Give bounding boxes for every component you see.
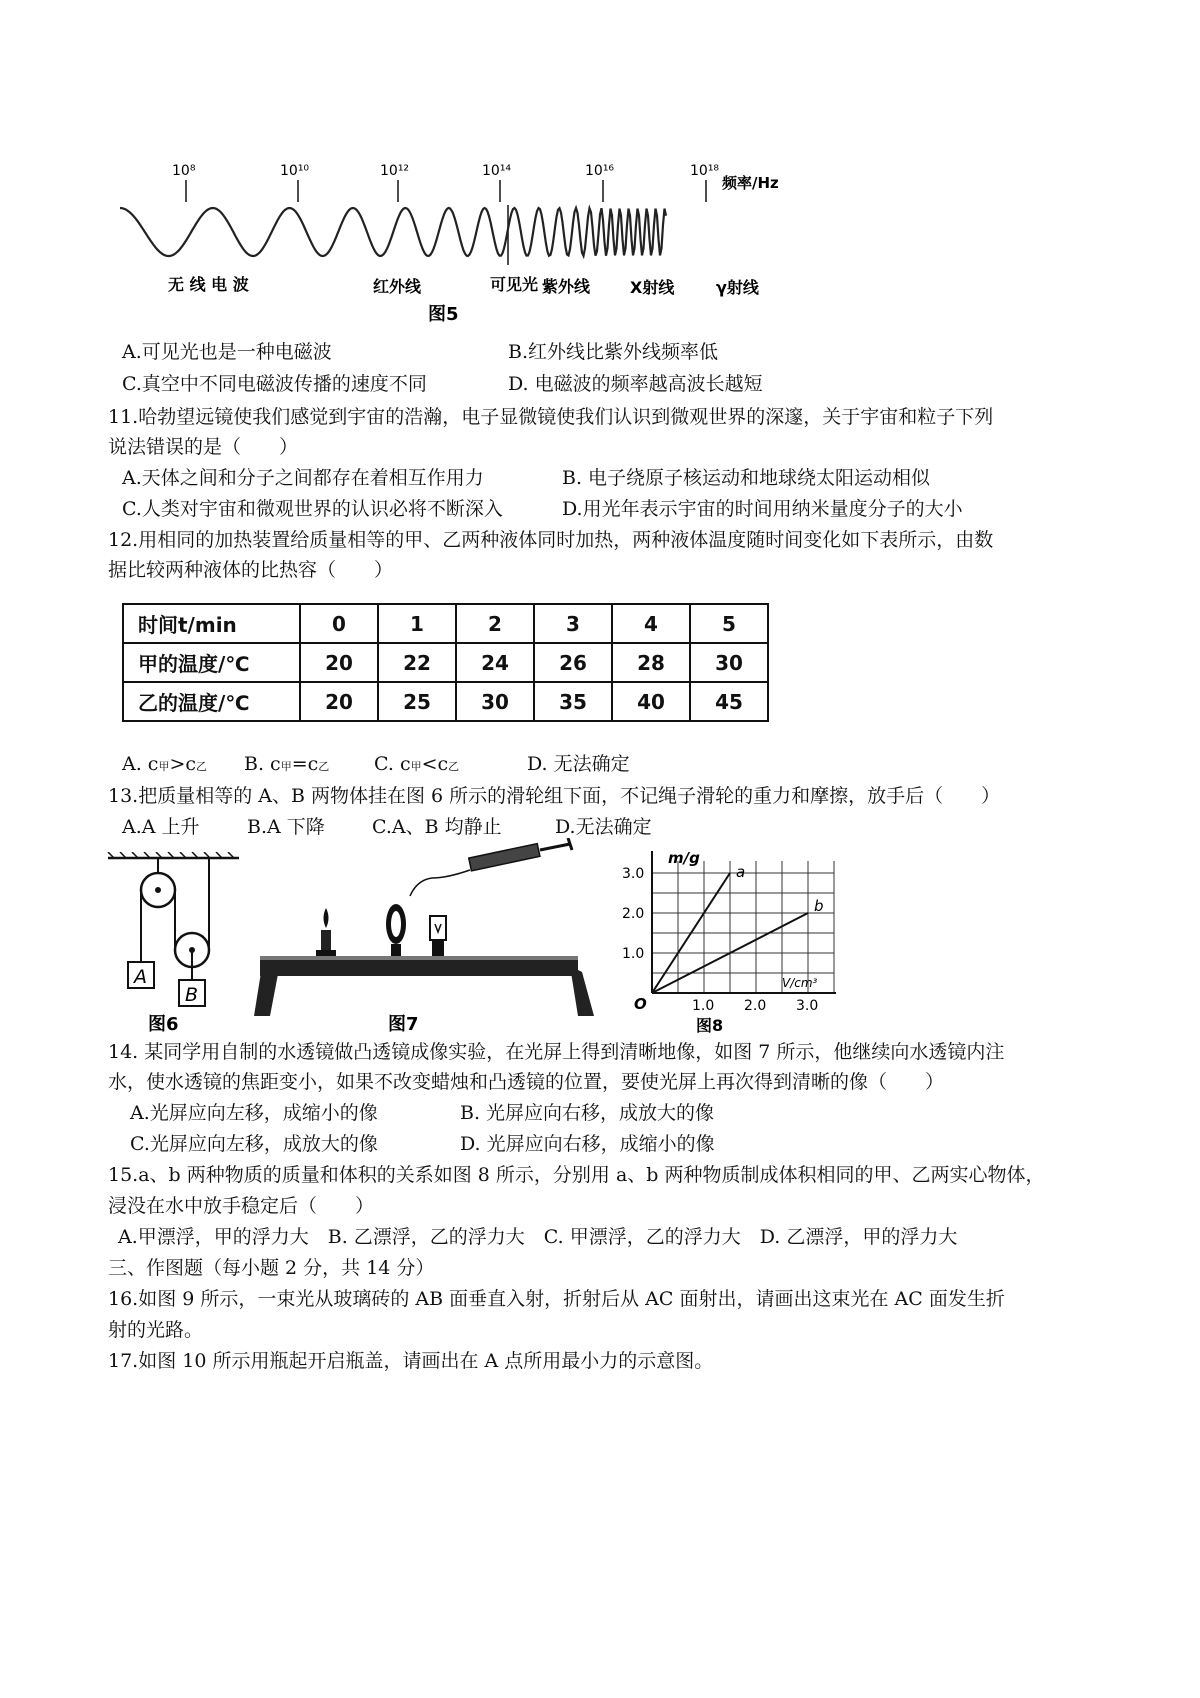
bench-left-leg (254, 966, 278, 1016)
table-cell: 甲的温度/℃ (123, 643, 300, 682)
q16-stem-line2: 射的光路。 (108, 1319, 204, 1341)
q14-option-d[interactable]: D. 光屏应向右移，成缩小的像 (460, 1133, 715, 1155)
temperature-table (122, 603, 769, 722)
q11-stem-line2: 说法错误的是（ ） (108, 436, 299, 458)
freq-label-5: 10¹⁶ (585, 163, 615, 179)
y-tick-label: 3.0 (622, 866, 645, 882)
q12-b-op: =c (291, 753, 319, 775)
table-cell: 20 (300, 643, 378, 682)
band-infrared: 红外线 (373, 277, 422, 296)
q14-option-b[interactable]: B. 光屏应向右移，成放大的像 (460, 1102, 715, 1124)
table-cell: 28 (612, 643, 690, 682)
q12-option-b[interactable] (244, 752, 329, 779)
bench-right-leg (570, 966, 594, 1016)
q10-option-d[interactable]: D. 电磁波的频率越高波长越短 (508, 373, 763, 395)
q16-stem-line1: 16.如图 9 所示，一束光从玻璃砖的 AB 面垂直入射，折射后从 AC 面射出，请画出这束光在 AC 面发生折 (108, 1288, 1005, 1310)
q15-stem-line1: 15.a、b 两种物质的质量和体积的关系如图 8 所示，分别用 a、b 两种物质制成体积相同的甲、乙两实心物体， (108, 1164, 1045, 1186)
x-axis-label: V/cm³ (782, 976, 818, 990)
q11-stem-line1: 11.哈勃望远镜使我们感觉到宇宙的浩瀚，电子显微镜使我们认识到微观世界的深邃，关于宇宙和粒子下列 (108, 406, 994, 428)
q12-c-text: C. c (374, 753, 411, 775)
table-cell: 24 (456, 643, 534, 682)
subscript: 乙 (318, 760, 330, 773)
q12-stem-line1: 12.用相同的加热装置给质量相等的甲、乙两种液体同时加热，两种液体温度随时间变化如下表所示，由数 (108, 529, 994, 551)
figure-7-optical-bench (252, 838, 597, 1034)
subscript: 甲 (280, 760, 292, 773)
water-lens-icon (386, 904, 406, 958)
q12-stem-line2: 据比较两种液体的比热容（ ） (108, 559, 394, 581)
section-3-title: 三、作图题（每小题 2 分，共 14 分） (108, 1257, 435, 1279)
q15-stem-line2: 浸没在水中放手稳定后（ ） (108, 1195, 375, 1217)
table-header-cell: 0 (300, 604, 378, 643)
q15-options[interactable]: A.甲漂浮，甲的浮力大 B. 乙漂浮，乙的浮力大 C. 甲漂浮，乙的浮力大 D. 乙漂浮，甲的浮力大 (118, 1226, 958, 1248)
figure-6-pulley (106, 852, 241, 1032)
band-ultraviolet: 紫外线 (542, 277, 591, 296)
figure-8-caption: 图8 (696, 1016, 724, 1035)
table-cell: 35 (534, 682, 612, 721)
table-row (123, 643, 768, 682)
q11-option-c[interactable]: C.人类对宇宙和微观世界的认识必将不断深入 (122, 498, 503, 520)
q14-option-a[interactable]: A.光屏应向左移，成缩小的像 (130, 1102, 378, 1124)
table-header-cell: 3 (534, 604, 612, 643)
block-a-label: A (134, 966, 147, 988)
q11-option-b[interactable]: B. 电子绕原子核运动和地球绕太阳运动相似 (562, 467, 931, 489)
q13-option-a[interactable]: A.A 上升 (122, 816, 200, 838)
syringe-icon (410, 838, 572, 896)
candle-icon (316, 908, 336, 958)
y-tick-label: 2.0 (622, 906, 645, 922)
figure-8-chart (606, 843, 842, 1037)
table-cell: 乙的温度/℃ (123, 682, 300, 721)
band-radio: 无 线 电 波 (168, 275, 249, 294)
q12-a-text: A. c (122, 753, 159, 775)
q14-stem-line2: 水，使水透镜的焦距变小，如果不改变蜡烛和凸透镜的位置，要使光屏上再次得到清晰的像（ ） (108, 1071, 945, 1093)
freq-label-3: 10¹² (380, 163, 410, 179)
table-header-cell: 时间t/min (123, 604, 300, 643)
block-b-label: B (185, 984, 199, 1006)
freq-label-6: 10¹⁸ (690, 163, 720, 179)
figure-6-caption: 图6 (148, 1014, 179, 1032)
table-cell: 30 (456, 682, 534, 721)
subscript: 乙 (448, 760, 460, 773)
series-a-label: a (736, 863, 746, 881)
x-tick-label: 2.0 (744, 998, 767, 1014)
q17-stem: 17.如图 10 所示用瓶起开启瓶盖，请画出在 A 点所用最小力的示意图。 (108, 1350, 714, 1372)
series-b-label: b (814, 897, 824, 915)
origin-label: O (634, 995, 647, 1013)
table-header-cell: 4 (612, 604, 690, 643)
subscript: 甲 (410, 760, 422, 773)
table-row (123, 682, 768, 721)
x-tick-label: 3.0 (796, 998, 819, 1014)
table-cell: 26 (534, 643, 612, 682)
table-cell: 40 (612, 682, 690, 721)
q13-option-c[interactable]: C.A、B 均静止 (372, 816, 502, 838)
figure-7-caption: 图7 (388, 1014, 419, 1034)
table-cell: 22 (378, 643, 456, 682)
band-xray: X射线 (630, 278, 675, 297)
subscript: 甲 (158, 760, 170, 773)
table-header-row (123, 604, 768, 643)
q12-b-text: B. c (244, 753, 281, 775)
q14-stem-line1: 14. 某同学用自制的水透镜做凸透镜成像实验，在光屏上得到清晰地像，如图 7 所示，他继续向水透镜内注 (108, 1041, 1005, 1063)
q10-option-c[interactable]: C.真空中不同电磁波传播的速度不同 (122, 373, 427, 395)
freq-label-1: 10⁸ (172, 163, 196, 179)
freq-label-4: 10¹⁴ (482, 163, 512, 179)
q12-a-op: >c (169, 753, 197, 775)
q12-option-d[interactable]: D. 无法确定 (527, 753, 630, 775)
q13-option-d[interactable]: D.无法确定 (555, 816, 652, 838)
bench-rail (260, 958, 578, 976)
q13-stem: 13.把质量相等的 A、B 两物体挂在图 6 所示的滑轮组下面，不记绳子滑轮的重力和摩擦，放手后（ ） (108, 785, 1001, 807)
figure-5-spectrum (108, 150, 788, 325)
y-axis-label: m/g (668, 849, 700, 867)
q12-c-op: <c (421, 753, 449, 775)
q10-option-a[interactable]: A.可见光也是一种电磁波 (122, 341, 332, 363)
q13-option-b[interactable]: B.A 下降 (247, 816, 325, 838)
q12-option-a[interactable] (122, 752, 207, 779)
subscript: 乙 (196, 760, 208, 773)
table-header-cell: 5 (690, 604, 768, 643)
table-header-cell: 2 (456, 604, 534, 643)
q11-option-a[interactable]: A.天体之间和分子之间都存在着相互作用力 (122, 467, 484, 489)
q14-option-c[interactable]: C.光屏应向左移，成放大的像 (130, 1133, 378, 1155)
table-header-cell: 1 (378, 604, 456, 643)
screen-icon (430, 916, 446, 958)
unit-label: 频率/Hz (722, 174, 779, 192)
x-tick-label: 1.0 (692, 998, 715, 1014)
y-tick-label: 1.0 (622, 946, 645, 962)
table-cell: 45 (690, 682, 768, 721)
table-cell: 25 (378, 682, 456, 721)
q11-option-d[interactable]: D.用光年表示宇宙的时间用纳米量度分子的大小 (562, 498, 963, 520)
band-visible: 可见光 (490, 275, 539, 294)
table-cell: 20 (300, 682, 378, 721)
figure-5-caption: 图5 (428, 304, 459, 325)
q10-option-b[interactable]: B.红外线比紫外线频率低 (508, 341, 719, 363)
freq-label-2: 10¹⁰ (280, 163, 310, 179)
q12-option-c[interactable] (374, 752, 459, 779)
table-cell: 30 (690, 643, 768, 682)
band-gamma: γ射线 (716, 278, 759, 297)
